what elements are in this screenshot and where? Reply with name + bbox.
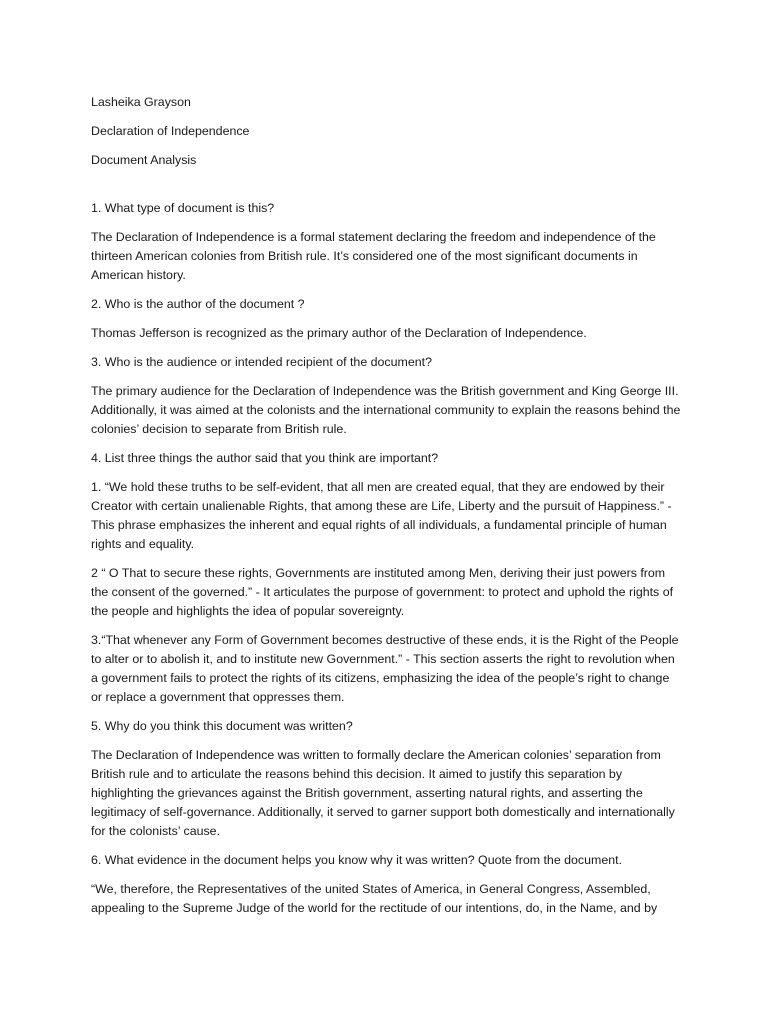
answer-4-item-2: 2 “ O That to secure these rights, Governments are instituted among Men, deriving their just powers from the consent of the governed.” - It articulates the purpose of government: to protect and uphold the rights of the people and highlights the idea of popular sovereignty. xyxy=(91,566,674,618)
question-1: 1. What type of document is this? xyxy=(91,201,275,215)
document-subtitle: Document Analysis xyxy=(91,153,197,167)
question-4: 4. List three things the author said that you think are important? xyxy=(91,451,439,465)
question-6: 6. What evidence in the document helps you know why it was written? Quote from the document. xyxy=(91,853,623,867)
answer-4-item-1: 1. “We hold these truths to be self-evident, that all men are created equal, that they are endowed by their Creator with certain unalienable Rights, that among these are Life, Liberty and the pursuit of Happiness.” - This phrase emphasizes the inherent and equal rights of all individuals, a fundamental principle of human rights and equality. xyxy=(91,480,672,551)
document-body xyxy=(91,93,683,928)
answer-1: The Declaration of Independence is a formal statement declaring the freedom and independence of the thirteen American colonies from British rule. It’s considered one of the most significant documents in American history. xyxy=(91,230,656,282)
answer-4-item-3: 3.“That whenever any Form of Government becomes destructive of these ends, it is the Right of the People to alter or to abolish it, and to institute new Government.” - This section asserts the right to revolution when a government fails to protect the rights of its citizens, emphasizing the idea of the people’s right to change or replace a government that oppresses them. xyxy=(91,633,679,704)
question-5: 5. Why do you think this document was written? xyxy=(91,719,353,733)
document-title: Declaration of Independence xyxy=(91,124,250,138)
author-name: Lasheika Grayson xyxy=(91,95,191,109)
answer-3: The primary audience for the Declaration of Independence was the British government and King George III. Additionally, it was aimed at the colonists and the international community to explain the reasons behind the colonies’ decision to separate from British rule. xyxy=(91,384,681,436)
header-spacer xyxy=(91,180,683,199)
answer-6: “We, therefore, the Representatives of the united States of America, in General Congress, Assembled, appealing to the Supreme Judge of the world for the rectitude of our intentions, do, in the Name, and by xyxy=(91,882,658,915)
question-2: 2. Who is the author of the document ? xyxy=(91,297,305,311)
question-3: 3. Who is the audience or intended recipient of the document? xyxy=(91,355,432,369)
answer-2: Thomas Jefferson is recognized as the primary author of the Declaration of Independence. xyxy=(91,326,587,340)
answer-5: The Declaration of Independence was written to formally declare the American colonies’ separation from British rule and to articulate the reasons behind this decision. It aimed to justify this separation by highlighting the grievances against the British government, asserting natural rights, and asserting the legitimacy of self-governance. Additionally, it served to garner support both domestically and internationally for the colonists’ cause. xyxy=(91,748,675,838)
